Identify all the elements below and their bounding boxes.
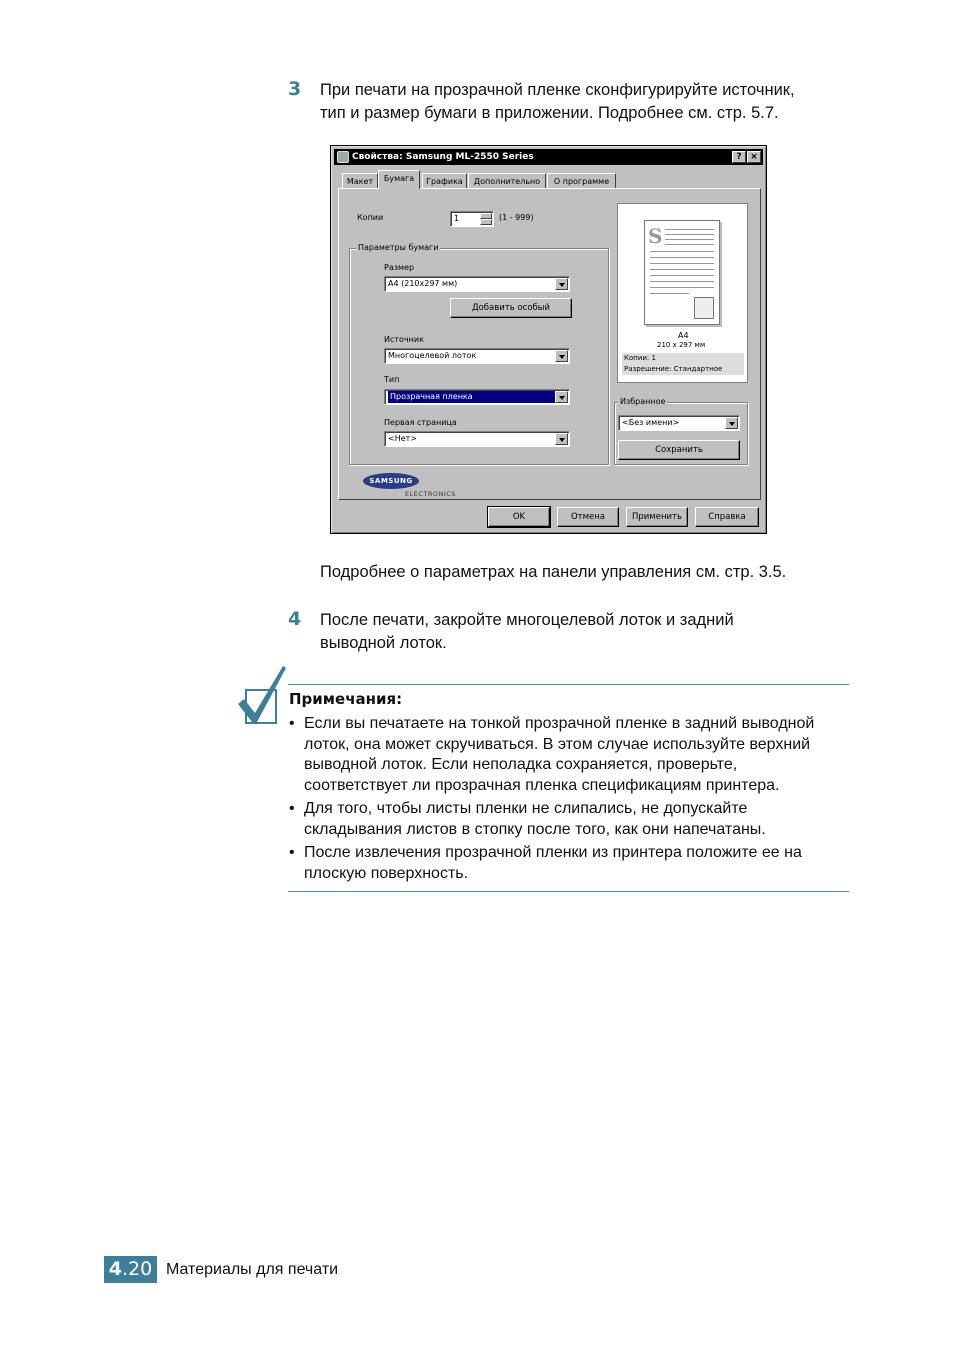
step-4-number: 4 bbox=[288, 608, 302, 630]
copies-spinner[interactable] bbox=[480, 213, 492, 225]
printer-icon bbox=[337, 151, 349, 163]
preview-size-name: A4 bbox=[678, 331, 689, 340]
chevron-down-icon[interactable] bbox=[555, 278, 568, 290]
help-title-button[interactable]: ? bbox=[732, 151, 746, 163]
size-label: Размер bbox=[384, 263, 415, 272]
save-favorite-button[interactable]: Сохранить bbox=[618, 440, 740, 460]
step-4-text bbox=[320, 609, 734, 655]
size-value: A4 (210x297 мм) bbox=[388, 279, 458, 288]
source-label: Источник bbox=[384, 335, 424, 344]
favorites-label: Избранное bbox=[620, 397, 666, 406]
preview-resolution: Разрешение: Стандартное bbox=[622, 364, 744, 375]
copies-range: (1 - 999) bbox=[499, 213, 534, 222]
text-line: При печати на прозрачной пленке сконфигурируйте источник, bbox=[320, 81, 795, 99]
footer-title: Материалы для печати bbox=[166, 1261, 339, 1278]
type-dropdown[interactable] bbox=[384, 389, 570, 405]
bullet-icon: • bbox=[289, 844, 295, 861]
text-line: тип и размер бумаги в приложении. Подробнее см. стр. 5.7. bbox=[320, 104, 779, 122]
first-page-value: <Нет> bbox=[388, 434, 418, 443]
chapter-number: 4 bbox=[108, 1258, 122, 1280]
chevron-down-icon[interactable] bbox=[555, 433, 568, 445]
ok-button[interactable]: OK bbox=[488, 507, 550, 527]
favorites-value: <Без имени> bbox=[622, 418, 680, 427]
source-dropdown[interactable] bbox=[384, 348, 570, 364]
paper-preview bbox=[617, 203, 748, 383]
preview-letter: S bbox=[648, 224, 663, 248]
samsung-logo: SAMSUNG bbox=[363, 473, 419, 489]
samsung-logo-sub: ELECTRONICS bbox=[405, 490, 456, 498]
favorites-group bbox=[614, 397, 748, 465]
cancel-button[interactable]: Отмена bbox=[557, 507, 619, 527]
printer-properties-dialog bbox=[330, 145, 767, 534]
dialog-title: Свойства: Samsung ML-2550 Series bbox=[352, 152, 534, 162]
chevron-down-icon[interactable] bbox=[555, 350, 568, 362]
text-line: выводной лоток. bbox=[320, 634, 447, 652]
close-title-button[interactable]: × bbox=[747, 151, 761, 163]
copies-label: Копии bbox=[357, 213, 384, 222]
text-line: Если вы печатаете на тонкой прозрачной пленке в задний выводной bbox=[304, 715, 815, 732]
text-line: После извлечения прозрачной пленки из принтера положите ее на bbox=[304, 844, 802, 861]
text-line: плоскую поверхность. bbox=[304, 864, 469, 882]
paper-options-label: Параметры бумаги bbox=[358, 243, 439, 252]
size-dropdown[interactable] bbox=[384, 276, 570, 292]
image-icon bbox=[694, 297, 714, 319]
tab-about[interactable]: О программе bbox=[547, 173, 616, 189]
text-line: После печати, закройте многоцелевой лоток и задний bbox=[320, 611, 734, 629]
tab-graphics[interactable]: Графика bbox=[422, 173, 467, 189]
type-value: Прозрачная пленка bbox=[388, 391, 556, 403]
page-number: .20 bbox=[122, 1258, 153, 1280]
type-label: Тип bbox=[384, 375, 400, 384]
text-line: Для того, чтобы листы пленки не слипались, не допускайте bbox=[304, 800, 748, 817]
note-title: Примечания: bbox=[289, 690, 403, 708]
paper-options-group bbox=[349, 243, 609, 465]
help-button[interactable]: Справка bbox=[695, 507, 759, 527]
first-page-dropdown[interactable] bbox=[384, 431, 570, 447]
text-line: складывания листов в стопку после того, как они напечатаны. bbox=[304, 820, 766, 838]
favorites-dropdown[interactable] bbox=[618, 415, 740, 431]
tab-layout[interactable]: Макет bbox=[342, 173, 378, 189]
spin-down-icon[interactable] bbox=[480, 219, 492, 225]
source-value: Многоцелевой лоток bbox=[388, 351, 477, 360]
text-line: лоток, она может скручиваться. В этом случае используйте верхний bbox=[304, 735, 811, 753]
add-custom-button[interactable]: Добавить особый bbox=[450, 298, 572, 318]
preview-size-dims: 210 x 297 мм bbox=[657, 341, 706, 349]
note-bottom-rule bbox=[288, 891, 849, 892]
step-3-text bbox=[320, 79, 795, 125]
text-line: соответствует ли прозрачная пленка спецификациям принтера. bbox=[304, 776, 780, 794]
page-number-badge bbox=[104, 1256, 157, 1283]
paper-thumbnail bbox=[644, 220, 720, 325]
checkmark-icon bbox=[236, 664, 288, 728]
dialog-titlebar bbox=[334, 149, 763, 165]
tab-advanced[interactable]: Дополнительно bbox=[468, 173, 546, 189]
bullet-icon: • bbox=[289, 715, 295, 732]
text-line: выводной лоток. Если неполадка сохраняется, проверьте, bbox=[304, 756, 738, 773]
bullet-icon: • bbox=[289, 800, 295, 817]
note-top-rule bbox=[288, 684, 849, 685]
apply-button[interactable]: Применить bbox=[626, 507, 688, 527]
tab-paper[interactable]: Бумага bbox=[378, 170, 420, 189]
step-3-number: 3 bbox=[288, 78, 302, 100]
copies-input[interactable] bbox=[450, 211, 494, 227]
copies-value: 1 bbox=[454, 214, 460, 223]
chevron-down-icon[interactable] bbox=[555, 391, 568, 403]
paper-tab-panel bbox=[338, 188, 761, 500]
chevron-down-icon[interactable] bbox=[725, 417, 738, 429]
preview-copies: Копии: 1 bbox=[622, 353, 744, 364]
first-page-label: Первая страница bbox=[384, 418, 457, 427]
more-info-text: Подробнее о параметрах на панели управления см. стр. 3.5. bbox=[320, 563, 787, 581]
